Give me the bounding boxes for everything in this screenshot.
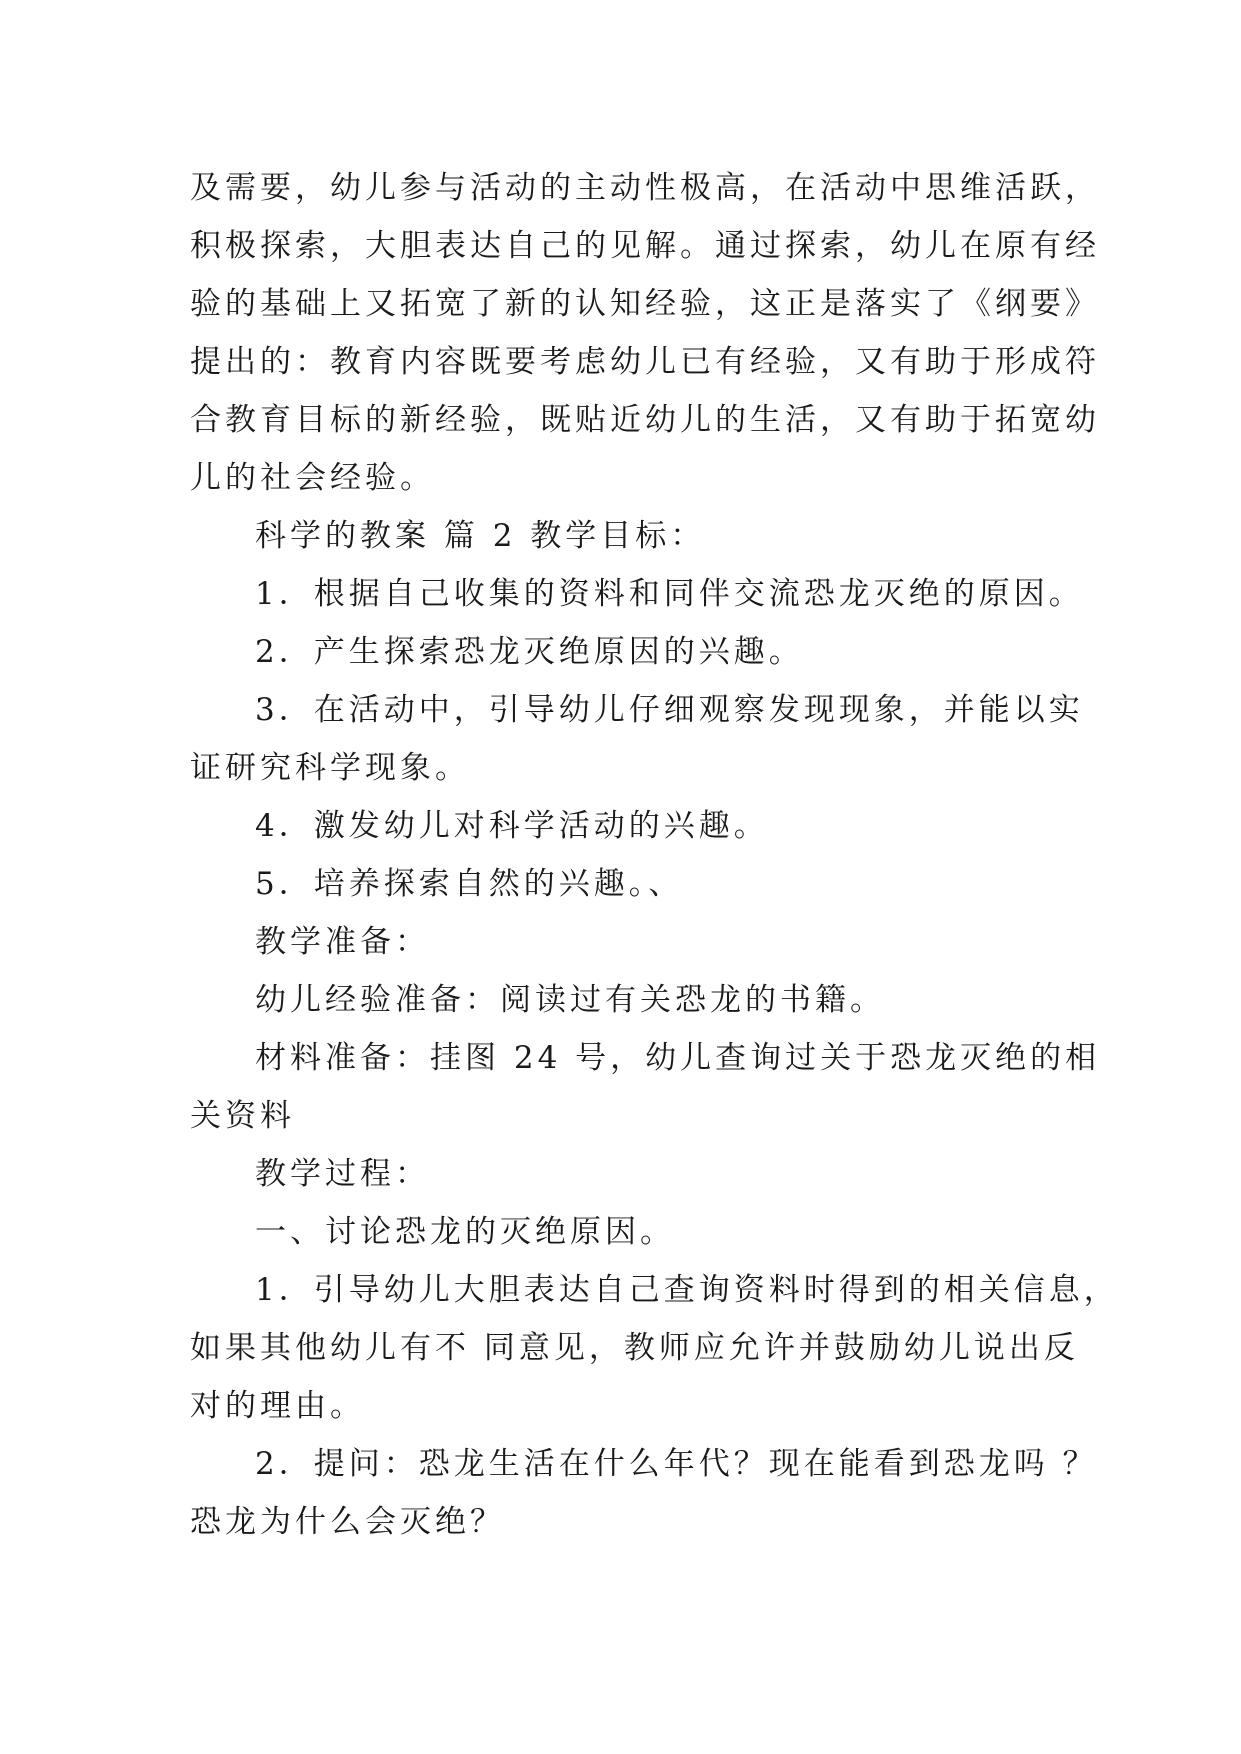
list-item-continuation: 对的理由。 <box>190 1388 365 1424</box>
paragraph-line: 材料准备：挂图 24 号，幼儿查询过关于恐龙灭绝的相 <box>255 1040 1101 1076</box>
paragraph-line: 及需要，幼儿参与活动的主动性极高，在活动中思维活跃， <box>190 170 1100 206</box>
paragraph-line: 积极探索，大胆表达自己的见解。通过探索，幼儿在原有经 <box>190 228 1100 264</box>
list-item: 2．提问：恐龙生活在什么年代？现在能看到恐龙吗 ？ <box>255 1446 1098 1482</box>
section-heading: 科学的教案 篇 2 教学目标： <box>255 518 706 554</box>
paragraph-line: 儿的社会经验。 <box>190 460 435 496</box>
paragraph-line: 提出的：教育内容既要考虑幼儿已有经验，又有助于形成符 <box>190 344 1100 380</box>
paragraph-line: 验的基础上又拓宽了新的认知经验，这正是落实了《纲要》 <box>190 286 1100 322</box>
list-item-continuation: 恐龙为什么会灭绝？ <box>190 1504 505 1540</box>
list-item: 4．激发幼儿对科学活动的兴趣。 <box>255 808 769 844</box>
list-item: 1．根据自己收集的资料和同伴交流恐龙灭绝的原因。 <box>255 576 1084 612</box>
paragraph-line: 关资料 <box>190 1098 295 1134</box>
list-item: 5．培养探索自然的兴趣。、 <box>255 866 684 902</box>
list-item-continuation: 如果其他幼儿有不 同意见，教师应允许并鼓励幼儿说出反 <box>190 1330 1079 1366</box>
paragraph-line: 合教育目标的新经验，既贴近幼儿的生活，又有助于拓宽幼 <box>190 402 1100 438</box>
subsection-heading: 一、讨论恐龙的灭绝原因。 <box>255 1214 675 1250</box>
section-heading: 教学准备： <box>255 924 430 960</box>
list-item: 3．在活动中，引导幼儿仔细观察发现现象，并能以实 <box>255 692 1084 728</box>
section-heading: 教学过程： <box>255 1156 430 1192</box>
list-item: 2．产生探索恐龙灭绝原因的兴趣。 <box>255 634 804 670</box>
list-item: 1．引导幼儿大胆表达自己查询资料时得到的相关信息， <box>255 1272 1119 1308</box>
list-item-continuation: 证研究科学现象。 <box>190 750 470 786</box>
paragraph-line: 幼儿经验准备：阅读过有关恐龙的书籍。 <box>255 982 885 1018</box>
